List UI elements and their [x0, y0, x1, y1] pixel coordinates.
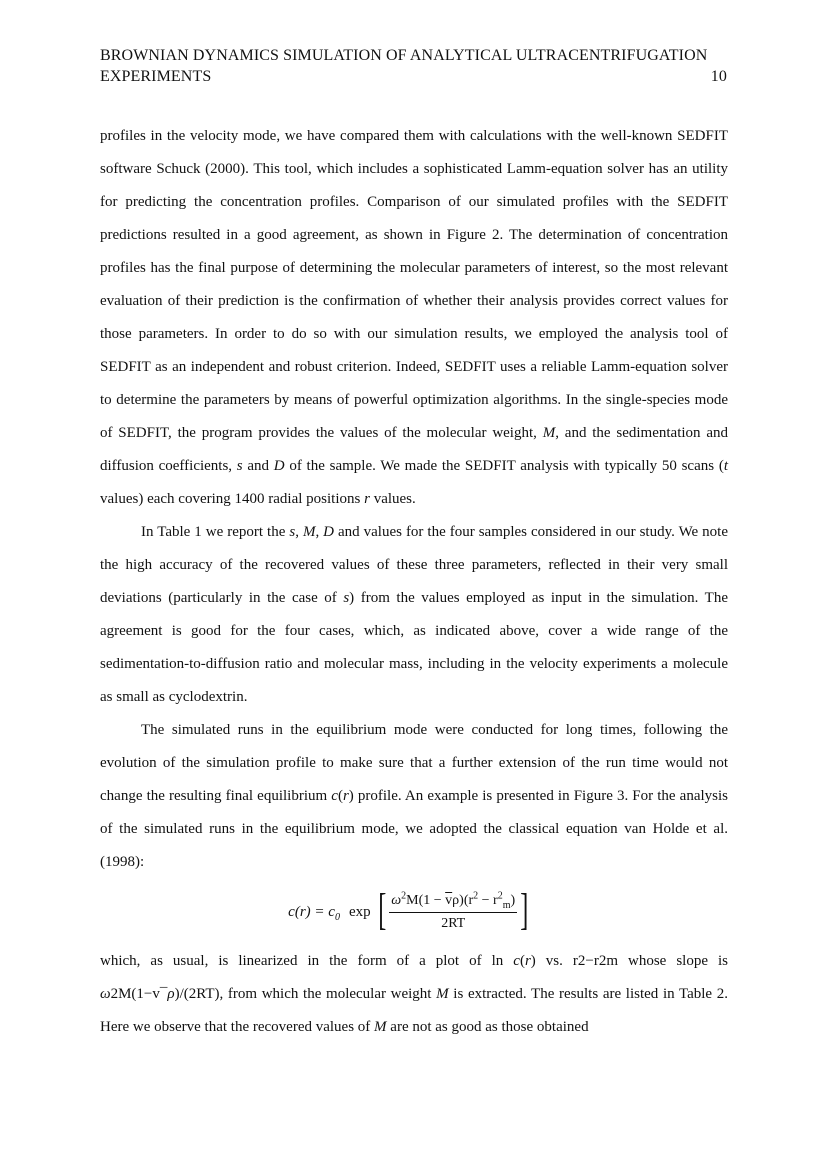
- symbol-M: M: [542, 425, 556, 441]
- text-run: ) profile. An example is presented in Figure 3. For the analysis of the simulated runs in the equilibrium mode, we adopted the classical equation van Holde et al. (1998):: [100, 788, 728, 870]
- text-run: and: [242, 458, 274, 474]
- text-run: values.: [369, 491, 416, 507]
- text-run: (: [519, 953, 525, 969]
- text-run: ,: [295, 524, 303, 540]
- text-run: of the sample. We made the SEDFIT analysis with typically 50 scans (: [284, 458, 724, 474]
- right-bracket: ]: [520, 885, 529, 934]
- running-header: [100, 45, 727, 87]
- symbol-r: r: [342, 788, 349, 804]
- text-run: ) vs. r2−r2m whose slope is: [530, 953, 729, 969]
- symbol-s: s: [343, 590, 350, 606]
- text-run: and values for the four samples considered in our study. We note the high accuracy of the recovered values of these three parameters, reflected in their very small deviations (particularly in the case of: [100, 524, 729, 606]
- text-run: values) each covering 1400 radial positions: [100, 491, 365, 507]
- symbol-r: r: [364, 491, 370, 507]
- equation-lhs: $c(r) = c_0$: [288, 903, 340, 923]
- symbol-c: c: [513, 953, 520, 969]
- symbol-D: D: [273, 458, 285, 474]
- symbol-s: s: [289, 524, 296, 540]
- symbol-s: s: [236, 458, 243, 474]
- symbol-M: M: [436, 986, 449, 1002]
- text-run: ) from the values employed as input in the simulation. The agreement is good for the four cases, which, as indicated above, cover a wide range of the sedimentation-to-diffusion ratio and molecular mass, including in the velocity experiments a molecule as small as cyclodextrin.: [100, 590, 728, 705]
- left-bracket: [: [377, 885, 386, 934]
- text-run: In Table 1 we report the: [141, 524, 290, 540]
- equation-fraction: [389, 891, 517, 934]
- symbol-M: M: [302, 524, 316, 540]
- paragraph-3: [100, 714, 728, 879]
- symbol-c: c: [331, 788, 338, 804]
- text-run: )/(2RT), from which the molecular weight: [174, 986, 437, 1002]
- symbol-D: D: [323, 524, 335, 540]
- equation-numerator: $\omega^2M(1 - \overline{v}\rho)(r^2 - r^2_m)$: [389, 891, 517, 913]
- equation-denominator: 2RT: [441, 915, 466, 931]
- text-run: ,: [315, 524, 324, 540]
- symbol-rho: ρ: [167, 986, 175, 1002]
- header-title-line2: EXPERIMENTS: [100, 68, 212, 85]
- text-run: profiles in the velocity mode, we have compared them with calculations with the well-known SEDFIT software Schuck (2000). This tool, which includes a sophisticated Lamm-equation solver has an utility for predicting the concentration profiles. Comparison of our simulated profiles with the SEDFIT predictions resulted in a good agreement, as shown in Figure 2. The determination of concentration profiles has the final purpose of determining the molecular parameters of interest, so the most relevant evaluation of their prediction is the confirmation of whether their analysis provides correct values for those parameters. In order to do so with our simulation results, we employed the analysis tool of SEDFIT as an independent and robust criterion. Indeed, SEDFIT uses a reliable Lamm-equation solver to determine the parameters by means of powerful optimization algorithms. In the single-species mode of SEDFIT, the program provides the values of the molecular weight,: [100, 128, 728, 441]
- text-run: , and the sedimentation and diffusion coefficients,: [100, 425, 729, 474]
- symbol-r: r: [524, 953, 531, 969]
- paragraph-1: [100, 120, 728, 516]
- text-run: The simulated runs in the equilibrium mode were conducted for long times, following the evolution of the simulation profile to make sure that a further extension of the run time would not change the resulting final equilibrium: [100, 722, 728, 804]
- symbol-omega: ω: [100, 986, 111, 1002]
- equation-exp: exp: [348, 903, 371, 920]
- text-run: (: [337, 788, 343, 804]
- paragraph-4: [100, 945, 728, 1044]
- text-run: is extracted. The results are listed in Table 2. Here we observe that the recovered values of: [100, 986, 728, 1035]
- equilibrium-equation: [92, 879, 728, 945]
- main-text: [100, 120, 728, 1044]
- symbol-M: M: [374, 1019, 387, 1035]
- header-title-line1: BROWNIAN DYNAMICS SIMULATION OF ANALYTICAL ULTRACENTRIFUGATION: [100, 47, 708, 64]
- paragraph-2: [100, 516, 728, 714]
- text-run: are not as good as those obtained: [386, 1019, 589, 1035]
- symbol-t: t: [723, 458, 728, 474]
- text-run: 2M(1−v¯: [110, 986, 168, 1002]
- page-number: 10: [710, 68, 727, 85]
- header-line2: [100, 66, 727, 87]
- text-run: which, as usual, is linearized in the form of a plot of ln: [100, 953, 514, 969]
